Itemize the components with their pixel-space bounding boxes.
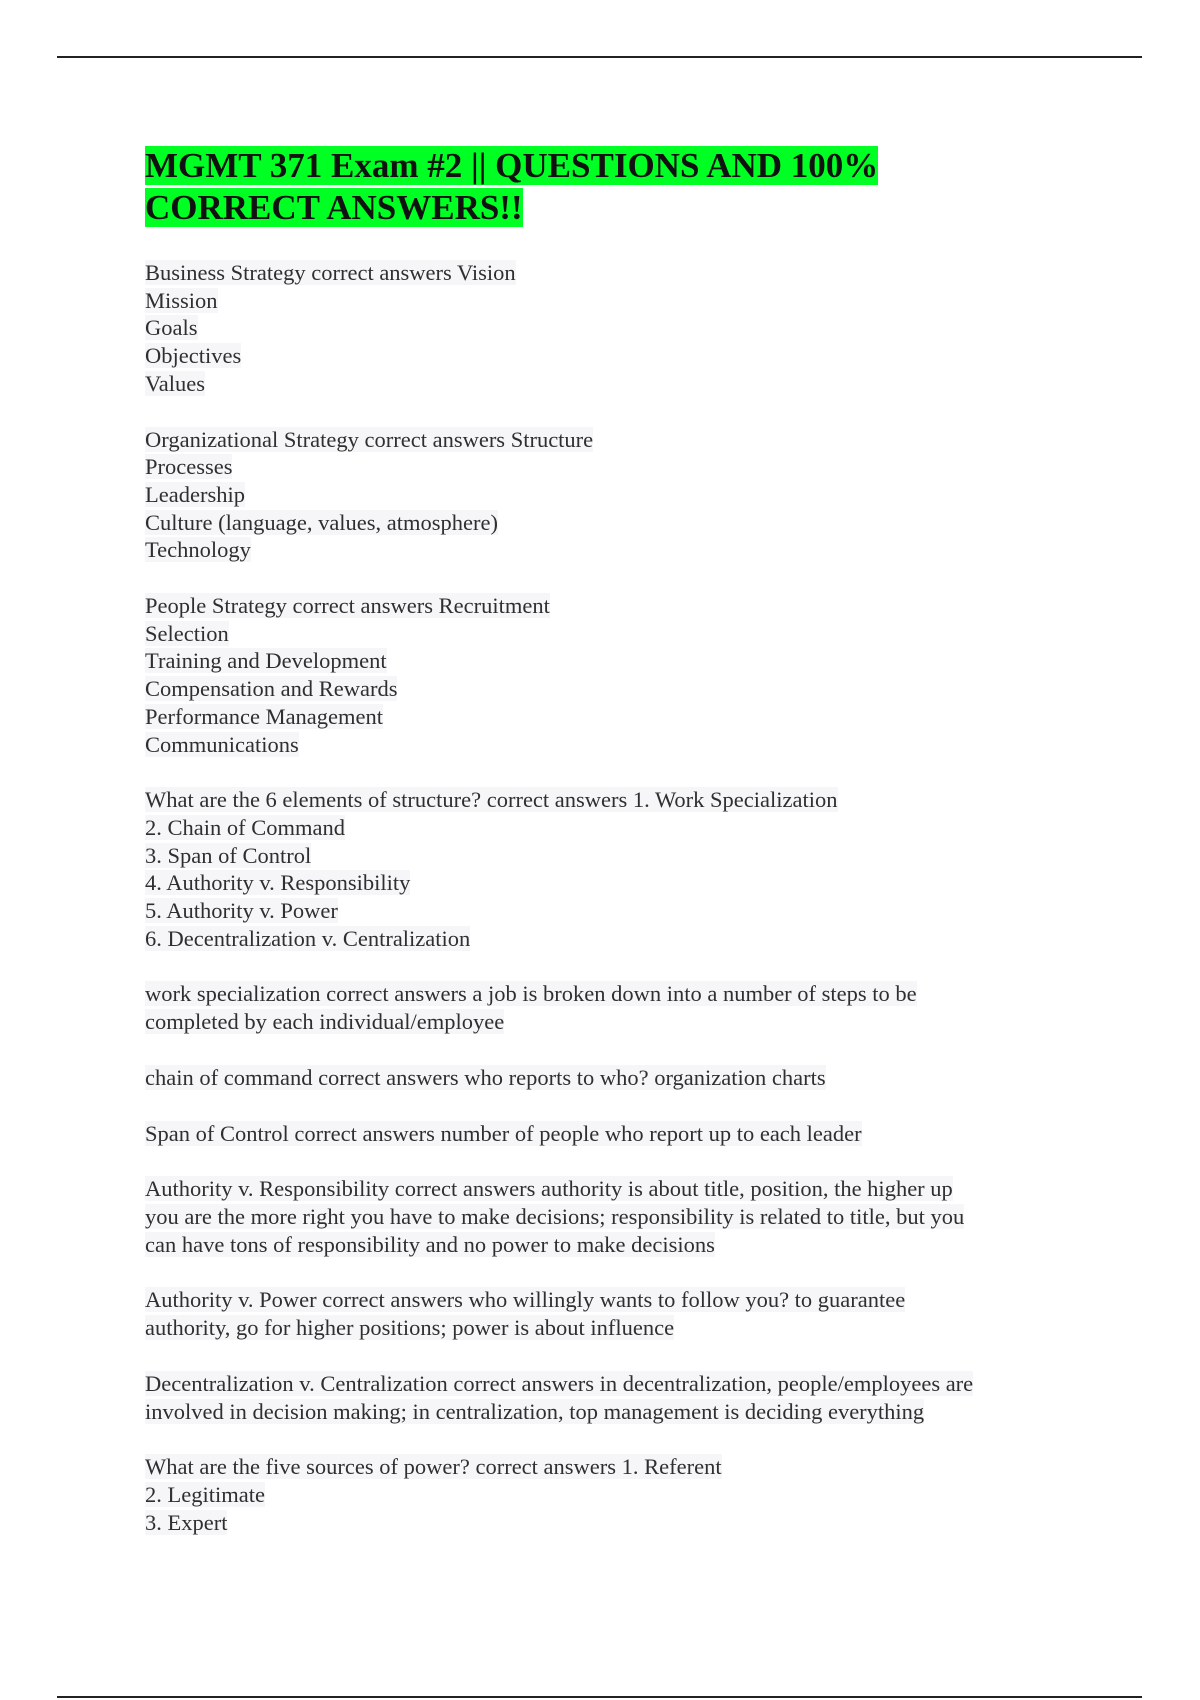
qa-line-text: can have tons of responsibility and no power to make decisions <box>145 1231 715 1257</box>
qa-line-text: work specialization correct answers a job is broken down into a number of steps to be <box>145 981 917 1007</box>
qa-line <box>145 1370 1045 1398</box>
qa-line <box>145 314 1045 342</box>
qa-entry <box>145 1370 1045 1425</box>
qa-line-text: What are the 6 elements of structure? correct answers 1. Work Specialization <box>145 787 838 813</box>
qa-line-text: Span of Control correct answers number of people who report up to each leader <box>145 1120 862 1146</box>
qa-line <box>145 925 1045 953</box>
qa-entries <box>145 259 1045 1536</box>
qa-line-text: Organizational Strategy correct answers Structure <box>145 426 594 452</box>
qa-line-text: Authority v. Power correct answers who willingly wants to follow you? to guarantee <box>145 1287 906 1313</box>
qa-line-text: Communications <box>145 731 299 757</box>
qa-line-text: Values <box>145 370 205 396</box>
footer-rule <box>57 1696 1142 1698</box>
qa-line-text: 2. Chain of Command <box>145 814 345 840</box>
qa-line <box>145 869 1045 897</box>
qa-line-text: Objectives <box>145 343 242 369</box>
qa-line <box>145 1008 1045 1036</box>
qa-line <box>145 814 1045 842</box>
qa-line <box>145 426 1045 454</box>
document-title <box>145 145 1045 229</box>
qa-line-text: Processes <box>145 454 233 480</box>
qa-entry <box>145 1064 1045 1092</box>
qa-line <box>145 842 1045 870</box>
qa-line-text: Mission <box>145 287 218 313</box>
qa-line-text: completed by each individual/employee <box>145 1009 505 1035</box>
qa-line <box>145 675 1045 703</box>
qa-line-text: Culture (language, values, atmosphere) <box>145 509 499 535</box>
qa-line-text: 4. Authority v. Responsibility <box>145 870 411 896</box>
qa-line-text: Goals <box>145 315 198 341</box>
qa-line <box>145 1314 1045 1342</box>
title-highlight: MGMT 371 Exam #2 || QUESTIONS AND 100% CORRECT ANSWERS!! <box>145 146 879 227</box>
qa-line <box>145 1203 1045 1231</box>
qa-entry <box>145 1286 1045 1341</box>
qa-line <box>145 897 1045 925</box>
qa-line-text: Compensation and Rewards <box>145 676 398 702</box>
qa-line <box>145 342 1045 370</box>
qa-line <box>145 786 1045 814</box>
qa-line-text: Training and Development <box>145 648 387 674</box>
qa-entry <box>145 786 1045 952</box>
qa-line-text: Leadership <box>145 481 245 507</box>
qa-line <box>145 1120 1045 1148</box>
qa-line <box>145 453 1045 481</box>
qa-line <box>145 731 1045 759</box>
qa-line-text: Performance Management <box>145 703 384 729</box>
qa-line <box>145 1175 1045 1203</box>
qa-line <box>145 1398 1045 1426</box>
qa-line <box>145 1509 1045 1537</box>
qa-entry <box>145 426 1045 565</box>
qa-line-text: Business Strategy correct answers Vision <box>145 260 516 285</box>
qa-line <box>145 980 1045 1008</box>
qa-line-text: 6. Decentralization v. Centralization <box>145 925 471 951</box>
qa-line <box>145 259 1045 287</box>
qa-line-text: 3. Span of Control <box>145 842 312 868</box>
qa-line <box>145 647 1045 675</box>
qa-line-text: Selection <box>145 620 229 646</box>
qa-line-text: 3. Expert <box>145 1509 228 1535</box>
qa-line <box>145 481 1045 509</box>
qa-line <box>145 509 1045 537</box>
qa-line-text: authority, go for higher positions; power is about influence <box>145 1315 675 1341</box>
qa-line-text: 5. Authority v. Power <box>145 898 338 924</box>
qa-line-text: Technology <box>145 537 251 563</box>
qa-line <box>145 592 1045 620</box>
qa-line-text: 2. Legitimate <box>145 1481 265 1507</box>
qa-line-text: Authority v. Responsibility correct answers authority is about title, position, the higher up <box>145 1176 953 1202</box>
qa-line-text: chain of command correct answers who reports to who? organization charts <box>145 1064 826 1090</box>
qa-line <box>145 536 1045 564</box>
qa-entry <box>145 1120 1045 1148</box>
qa-entry <box>145 1453 1045 1536</box>
qa-line <box>145 620 1045 648</box>
qa-line <box>145 1481 1045 1509</box>
qa-line-text: What are the five sources of power? correct answers 1. Referent <box>145 1454 722 1480</box>
qa-line <box>145 1064 1045 1092</box>
qa-line-text: you are the more right you have to make decisions; responsibility is related to title, but you <box>145 1203 965 1229</box>
qa-entry <box>145 592 1045 758</box>
qa-line <box>145 287 1045 315</box>
qa-line <box>145 1453 1045 1481</box>
qa-line-text: involved in decision making; in centralization, top management is deciding everything <box>145 1398 925 1424</box>
qa-line-text: Decentralization v. Centralization correct answers in decentralization, people/employees are <box>145 1370 974 1396</box>
qa-entry <box>145 980 1045 1035</box>
qa-line <box>145 1231 1045 1259</box>
qa-entry <box>145 1175 1045 1258</box>
qa-line <box>145 370 1045 398</box>
qa-line-text: People Strategy correct answers Recruitment <box>145 593 550 619</box>
qa-entry <box>145 259 1045 398</box>
qa-line <box>145 1286 1045 1314</box>
document-body <box>145 145 1045 1564</box>
header-rule <box>57 56 1142 58</box>
qa-line <box>145 703 1045 731</box>
